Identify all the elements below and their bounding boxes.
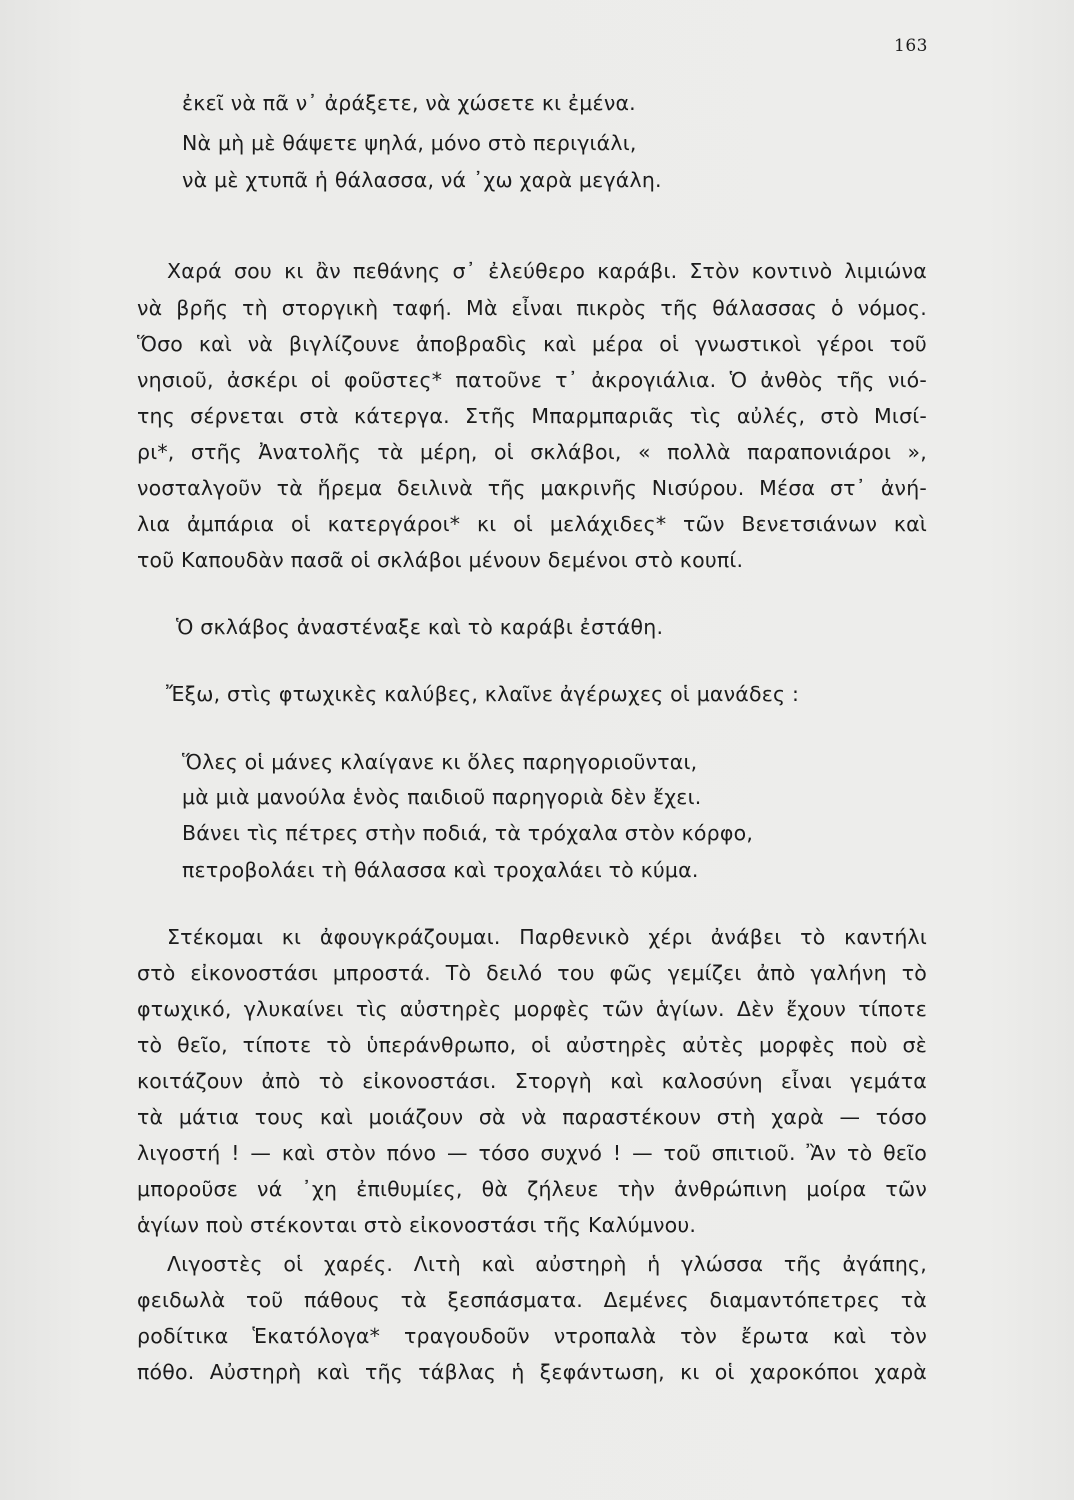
paragraph-line: νοσταλγοῦν τὰ ἥρεμα δειλινὰ τῆς μακρινῆς Νισύρου. Μέσα στ᾽ ἀνή-	[137, 476, 927, 500]
paragraph-line: φτωχικό, γλυκαίνει τὶς αὐστηρὲς μορφὲς τῶν ἁγίων. Δὲν ἔχουν τίποτε	[137, 997, 927, 1021]
paragraph-line: τοῦ Καπουδὰν πασᾶ οἱ σκλάβοι μένουν δεμένοι στὸ κουπί.	[137, 548, 744, 572]
paragraph-line: στὸ εἰκονοστάσι μπροστά. Τὸ δειλό του φῶς γεμίζει ἀπὸ γαλήνη τὸ	[137, 961, 927, 985]
verse-line: πετροβολάει τὴ θάλασσα καὶ τροχαλάει τὸ κύμα.	[182, 858, 699, 882]
paragraph-line: νὰ βρῆς τὴ στοργικὴ ταφή. Μὰ εἶναι πικρὸς τῆς θάλασσας ὁ νόμος.	[137, 296, 927, 320]
paragraph-line: Ὅσο καὶ νὰ βιγλίζουνε ἀποβραδὶς καὶ μέρα οἱ γνωστικοὶ γέροι τοῦ	[137, 332, 927, 356]
paragraph-line: Χαρά σου κι ἂν πεθάνης σ᾽ ἐλεύθερο καράβι. Στὸν κοντινὸ λιμιώνα	[167, 259, 927, 283]
paragraph-line: νησιοῦ, ἀσκέρι οἱ φοῦστες* πατοῦνε τ᾽ ἀκρογιάλια. Ὁ ἀνθὸς τῆς νιό-	[137, 368, 927, 392]
paragraph-line: της σέρνεται στὰ κάτεργα. Στῆς Μπαρμπαριᾶς τὶς αὐλές, στὸ Μισί-	[137, 404, 927, 428]
paragraph-line: ροδίτικα Ἑκατόλογα* τραγουδοῦν ντροπαλὰ τὸν ἔρωτα καὶ τὸν	[137, 1324, 927, 1348]
slave-line: Ὁ σκλάβος ἀναστέναξε καὶ τὸ καράβι ἐστάθη.	[176, 615, 664, 639]
paragraph-line: ἁγίων ποὺ στέκονται στὸ εἰκονοστάσι τῆς Καλύμνου.	[137, 1213, 697, 1237]
paragraph-line: μποροῦσε νά ᾽χη ἐπιθυμίες, θὰ ζήλευε τὴν ἀνθρώπινη μοίρα τῶν	[137, 1177, 927, 1201]
verse-line: Βάνει τὶς πέτρες στὴν ποδιά, τὰ τρόχαλα στὸν κόρφο,	[182, 821, 754, 845]
verse-line: μὰ μιὰ μανούλα ἑνὸς παιδιοῦ παρηγοριὰ δὲν ἔχει.	[182, 785, 702, 809]
verse-line: Νὰ μὴ μὲ θάψετε ψηλά, μόνο στὸ περιγιάλι,	[182, 131, 637, 155]
paragraph-line: τὰ μάτια τους καὶ μοιάζουν σὰ νὰ παραστέκουν στὴ χαρὰ — τόσο	[137, 1105, 927, 1129]
paragraph-line: λια ἀμπάρια οἱ κατεργάροι* κι οἱ μελάχιδες* τῶν Βενετσιάνων καὶ	[137, 512, 927, 536]
paragraph-line: κοιτάζουν ἀπὸ τὸ εἰκονοστάσι. Στοργὴ καὶ καλοσύνη εἶναι γεμάτα	[137, 1069, 927, 1093]
paragraph-line: Στέκομαι κι ἀφουγκράζουμαι. Παρθενικὸ χέρι ἀνάβει τὸ καντήλι	[167, 925, 927, 949]
paragraph-line: τὸ θεῖο, τίποτε τὸ ὑπεράνθρωπο, οἱ αὐστηρὲς αὐτὲς μορφὲς ποὺ σὲ	[137, 1033, 927, 1057]
verse-line: Ὅλες οἱ μάνες κλαίγανε κι ὅλες παρηγοριοῦνται,	[182, 750, 698, 774]
page-number: 163	[894, 36, 928, 56]
paragraph-line: λιγοστή ! — καὶ στὸν πόνο — τόσο συχνό ! — τοῦ σπιτιοῦ. Ἂν τὸ θεῖο	[137, 1141, 927, 1165]
outside-line: Ἔξω, στὶς φτωχικὲς καλύβες, κλαῖνε ἀγέρωχες οἱ μανάδες :	[166, 682, 800, 706]
paragraph-line: ρι*, στῆς Ἀνατολῆς τὰ μέρη, οἱ σκλάβοι, « πολλὰ παραπονιάροι »,	[137, 440, 927, 464]
verse-line: ἐκεῖ νὰ πᾶ ν᾽ ἀράξετε, νὰ χώσετε κι ἐμένα.	[182, 91, 636, 115]
paragraph-line: πόθο. Αὐστηρὴ καὶ τῆς τάβλας ἡ ξεφάντωση, κι οἱ χαροκόποι χαρὰ	[137, 1360, 927, 1384]
paragraph-line: φειδωλὰ τοῦ πάθους τὰ ξεσπάσματα. Δεμένες διαμαντόπετρες τὰ	[137, 1288, 927, 1312]
paragraph-line: Λιγοστὲς οἱ χαρές. Λιτὴ καὶ αὐστηρὴ ἡ γλώσσα τῆς ἀγάπης,	[167, 1252, 927, 1276]
verse-line: νὰ μὲ χτυπᾶ ἡ θάλασσα, νά ᾽χω χαρὰ μεγάλη.	[182, 168, 662, 192]
